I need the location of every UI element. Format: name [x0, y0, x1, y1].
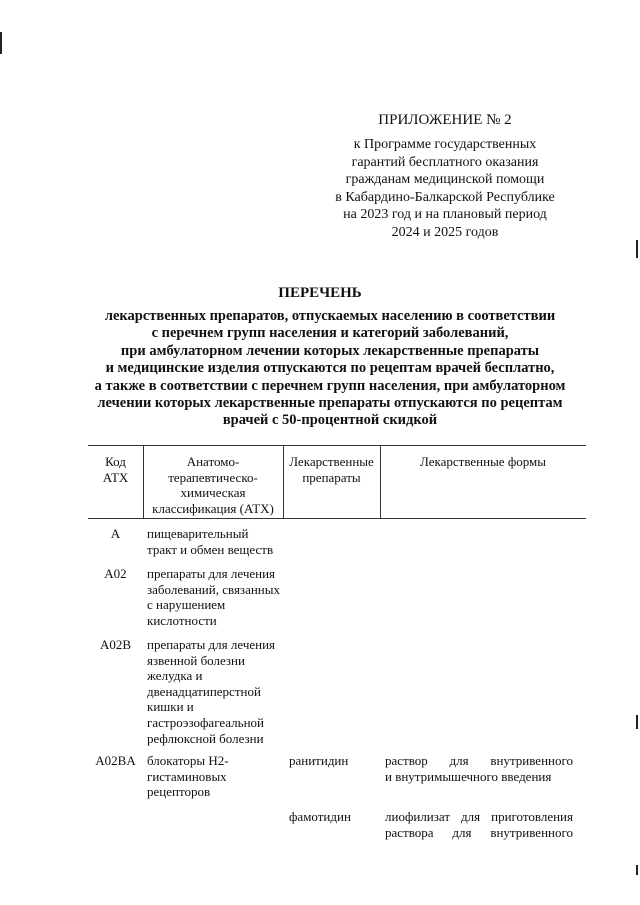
classification-line: двенадцатиперстной [147, 683, 261, 699]
header-drugs [283, 454, 380, 485]
table-top-border [88, 445, 586, 446]
document-subtitle [80, 308, 580, 430]
form-line: раствор для внутривенного [385, 753, 573, 768]
classification-line: рецепторов [147, 784, 211, 800]
appendix-line: гражданам медицинской помощи [345, 172, 545, 187]
header-classification-line: терапевтическо- [168, 469, 258, 485]
row-form [385, 753, 573, 784]
classification-line: пищеварительный [147, 526, 249, 541]
subtitle-line: лекарственных препаратов, отпускаемых населению в соответствии [104, 308, 556, 324]
row-classification [147, 637, 283, 746]
scan-edge-mark [0, 32, 2, 54]
header-classification [143, 454, 283, 516]
header-code [88, 454, 143, 485]
document-title: ПЕРЕЧЕНЬ [278, 285, 362, 301]
scan-edge-mark [636, 240, 638, 258]
classification-line: гастроэзофагеальной [147, 714, 265, 730]
appendix-line: 2024 и 2025 годов [391, 224, 499, 240]
header-forms [380, 454, 586, 470]
classification-line: язвенной болезни [147, 652, 245, 668]
row-code: A02BA [95, 753, 136, 768]
row-drug: фамотидин [289, 809, 351, 824]
classification-line: кишки и [147, 699, 194, 715]
header-code-line: Код [105, 454, 126, 469]
header-forms-line: Лекарственные формы [419, 454, 547, 469]
header-classification-line: химическая [180, 485, 246, 501]
row-classification [147, 526, 283, 557]
header-code-line: АТХ [102, 469, 129, 485]
form-line: и внутримышечного введения [385, 768, 552, 784]
appendix-line: к Программе государственных [353, 137, 537, 152]
row-classification [147, 753, 283, 800]
header-classification-line: Анатомо- [186, 454, 240, 469]
appendix-line: на 2023 год и на плановый период [343, 207, 547, 222]
classification-line: кислотности [147, 612, 217, 628]
scan-edge-mark [636, 865, 638, 875]
header-drugs-line: препараты [302, 469, 361, 485]
appendix-block [300, 0, 590, 250]
classification-line: с нарушением [147, 597, 226, 613]
appendix-lines [300, 136, 590, 241]
subtitle-line: при амбулаторном лечении которых лекарственные препараты [120, 342, 540, 359]
classification-line: желудка и [147, 668, 203, 684]
row-classification [147, 566, 283, 628]
row-form [385, 809, 573, 840]
appendix-title: ПРИЛОЖЕНИЕ № 2 [378, 112, 512, 128]
form-line: лиофилизат для приготовления [385, 809, 573, 824]
header-classification-line: классификация (АТХ) [152, 500, 274, 516]
appendix-line: в Кабардино-Балкарской Республике [335, 189, 555, 205]
table-header-bottom-border [88, 518, 586, 519]
classification-line: препараты для лечения [147, 566, 276, 581]
header-drugs-line: Лекарственные [289, 454, 374, 469]
row-code: A [110, 526, 121, 541]
subtitle-line: врачей с 50-процентной скидкой [222, 412, 438, 429]
subtitle-line: с перечнем групп населения и категорий заболеваний, [151, 325, 509, 342]
row-drug: ранитидин [289, 753, 349, 768]
classification-line: тракт и обмен веществ [147, 541, 274, 557]
classification-line: препараты для лечения [147, 637, 276, 652]
classification-line: заболеваний, связанных [147, 581, 280, 597]
classification-line: блокаторы Н2- [147, 753, 229, 768]
subtitle-line: а также в соответствии с перечнем групп населения, при амбулаторном [94, 377, 566, 394]
classification-line: гистаминовых [147, 768, 227, 784]
row-code: A02 [104, 566, 127, 581]
appendix-line: гарантий бесплатного оказания [351, 154, 539, 170]
classification-line: рефлюксной болезни [147, 730, 264, 746]
form-line: раствора для внутривенного [385, 824, 573, 840]
row-code: A02B [99, 637, 132, 652]
subtitle-line: лечении которых лекарственные препараты отпускаются по рецептам [97, 395, 563, 412]
subtitle-line: и медицинские изделия отпускаются по рецептам врачей бесплатно, [105, 360, 555, 377]
scan-edge-mark [636, 715, 638, 729]
